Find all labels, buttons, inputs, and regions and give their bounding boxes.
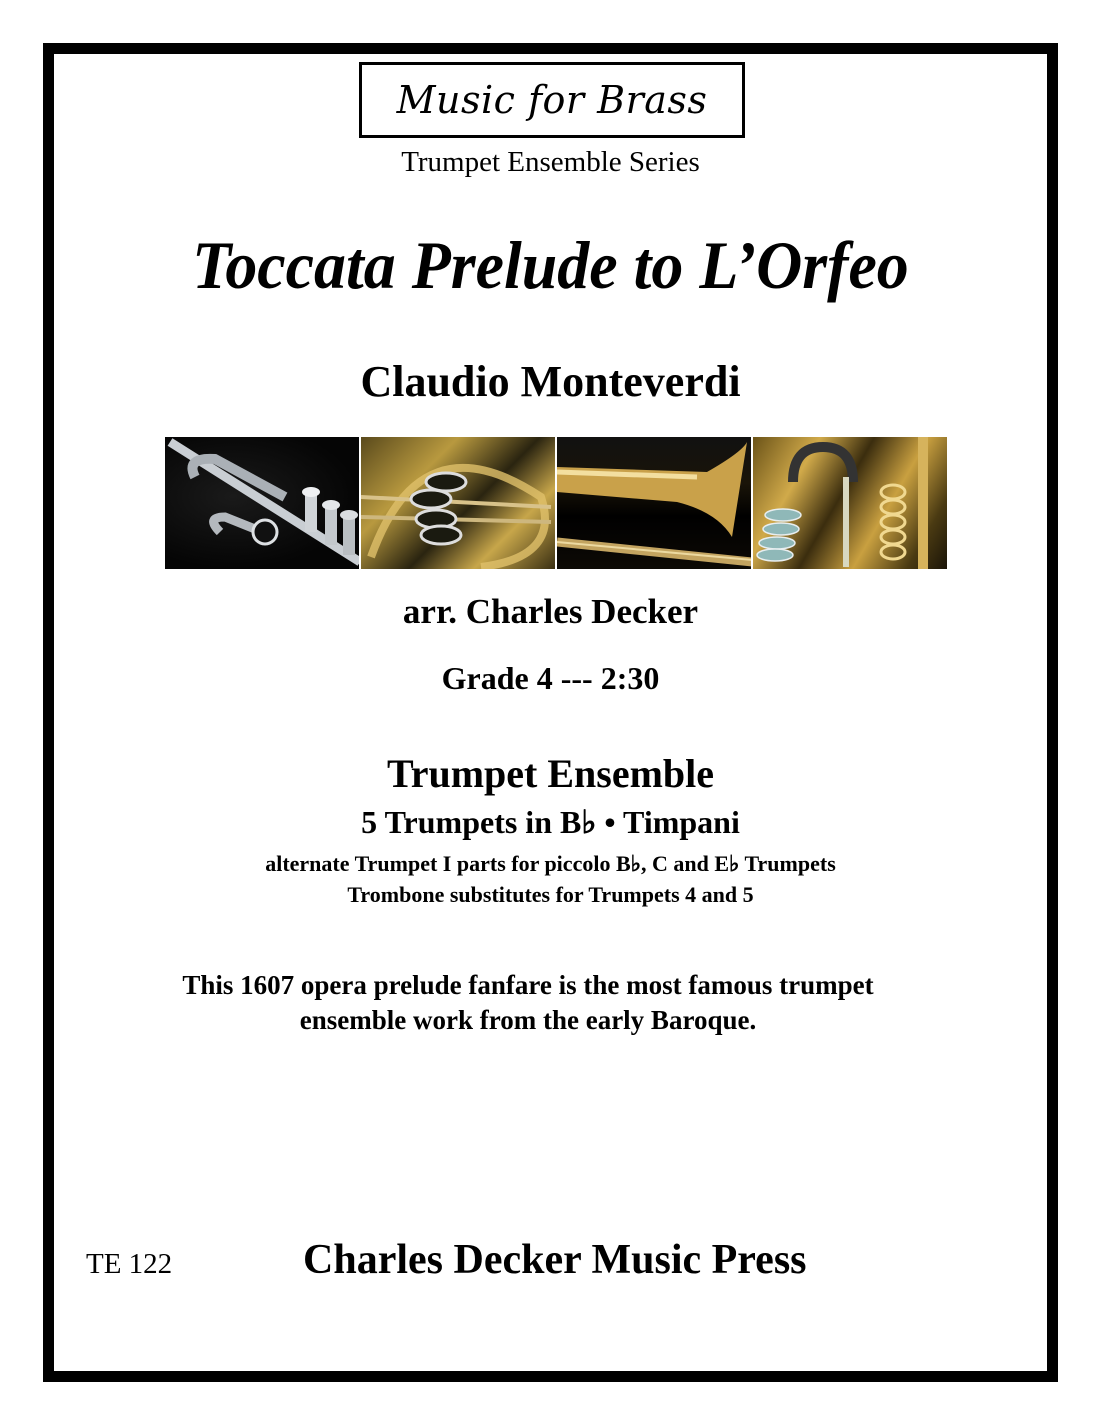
description-line-2: ensemble work from the early Baroque. xyxy=(299,1005,757,1035)
horn-illustration-icon xyxy=(361,437,555,569)
composer-name: Claudio Monteverdi xyxy=(360,357,741,406)
catalog-number: TE 122 xyxy=(86,1248,173,1280)
alternate-parts-note: alternate Trumpet I parts for piccolo B♭, C and E♭ Trumpets xyxy=(265,851,836,876)
trumpet-valves-photo xyxy=(165,437,359,569)
instrument-photo-strip xyxy=(165,437,947,569)
trombone-illustration-icon xyxy=(557,437,751,569)
work-title: Toccata Prelude to L’Orfeo xyxy=(192,227,909,303)
tuba-illustration-icon xyxy=(753,437,947,569)
ensemble-heading: Trumpet Ensemble xyxy=(386,751,715,796)
substitutes-note: Trombone substitutes for Trumpets 4 and 5 xyxy=(347,882,754,907)
trumpet-illustration-icon xyxy=(165,437,359,569)
tuba-valves-photo xyxy=(753,437,947,569)
series-subtitle: Trumpet Ensemble Series xyxy=(401,146,700,178)
grade-duration: Grade 4 --- 2:30 xyxy=(441,660,660,696)
arranger-credit: arr. Charles Decker xyxy=(402,592,699,631)
series-brand: Music for Brass xyxy=(396,78,708,122)
scoring-line: 5 Trumpets in B♭ • Timpani xyxy=(361,804,740,840)
trombone-bell-photo xyxy=(557,437,751,569)
french-horn-photo xyxy=(361,437,555,569)
description-line-1: This 1607 opera prelude fanfare is the most famous trumpet xyxy=(182,970,874,1000)
publisher-name: Charles Decker Music Press xyxy=(303,1237,807,1283)
series-brand-box xyxy=(359,62,745,138)
